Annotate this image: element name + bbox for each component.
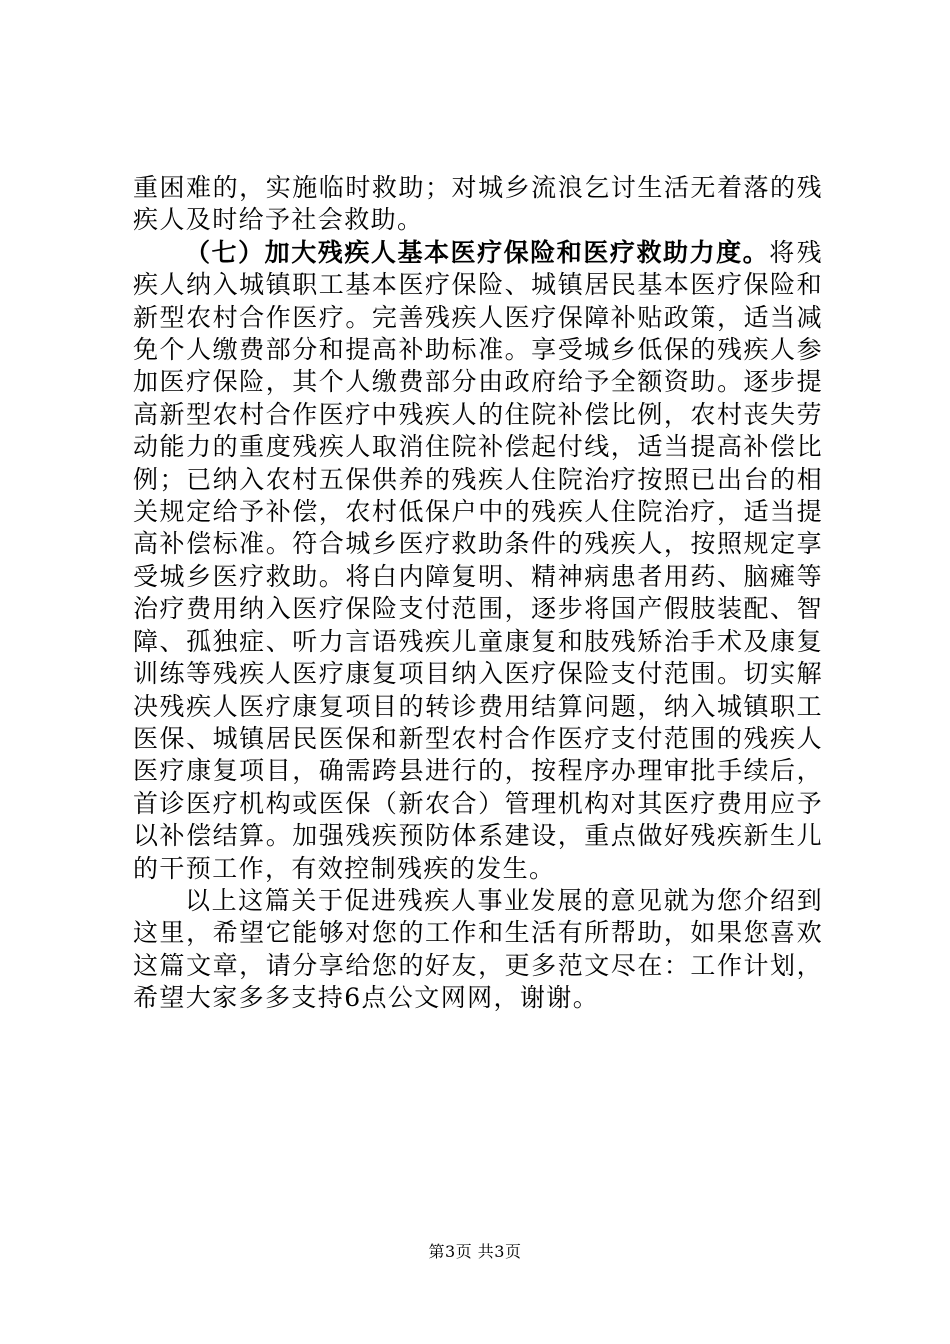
page-number: 第3页 共3页: [428, 1242, 522, 1261]
paragraph-text: 重困难的，实施临时救助；对城乡流浪乞讨生活无着落的残疾人及时给予社会救助。: [133, 173, 823, 235]
page-footer: [0, 1242, 950, 1262]
paragraph-closing: [133, 885, 823, 1015]
paragraph-section-7: [133, 237, 823, 885]
document-body: [133, 172, 823, 1015]
paragraph-text: 将残疾人纳入城镇职工基本医疗保险、城镇居民基本医疗保险和新型农村合作医疗。完善残疾人医疗保障补贴政策，适当减免个人缴费部分和提高补助标准。享受城乡低保的残疾人参加医疗保险，其个人缴费部分由政府给予全额资助。逐步提高新型农村合作医疗中残疾人的住院补偿比例，农村丧失劳动能力的重度残疾人取消住院补偿起付线，适当提高补偿比例；已纳入农村五保供养的残疾人住院治疗按照已出台的相关规定给予补偿，农村低保户中的残疾人住院治疗，适当提高补偿标准。符合城乡医疗救助条件的残疾人，按照规定享受城乡医疗救助。将白内障复明、精神病患者用药、脑瘫等治疗费用纳入医疗保险支付范围，逐步将国产假肢装配、智障、孤独症、听力言语残疾儿童康复和肢残矫治手术及康复训练等残疾人医疗康复项目纳入医疗保险支付范围。切实解决残疾人医疗康复项目的转诊费用结算问题，纳入城镇职工医保、城镇居民医保和新型农村合作医疗支付范围的残疾人医疗康复项目，确需跨县进行的，按程序办理审批手续后，首诊医疗机构或医保（新农合）管理机构对其医疗费用应予以补偿结算。加强残疾预防体系建设，重点做好残疾新生儿的干预工作，有效控制残疾的发生。: [133, 237, 823, 883]
paragraph-continuation: [133, 172, 823, 237]
paragraph-text: 以上这篇关于促进残疾人事业发展的意见就为您介绍到这里，希望它能够对您的工作和生活有所帮助，如果您喜欢这篇文章，请分享给您的好友，更多范文尽在：工作计划，希望大家多多支持6点公文网网，谢谢。: [133, 885, 823, 1013]
section-heading: （七）加大残疾人基本医疗保险和医疗救助力度。: [185, 237, 770, 267]
